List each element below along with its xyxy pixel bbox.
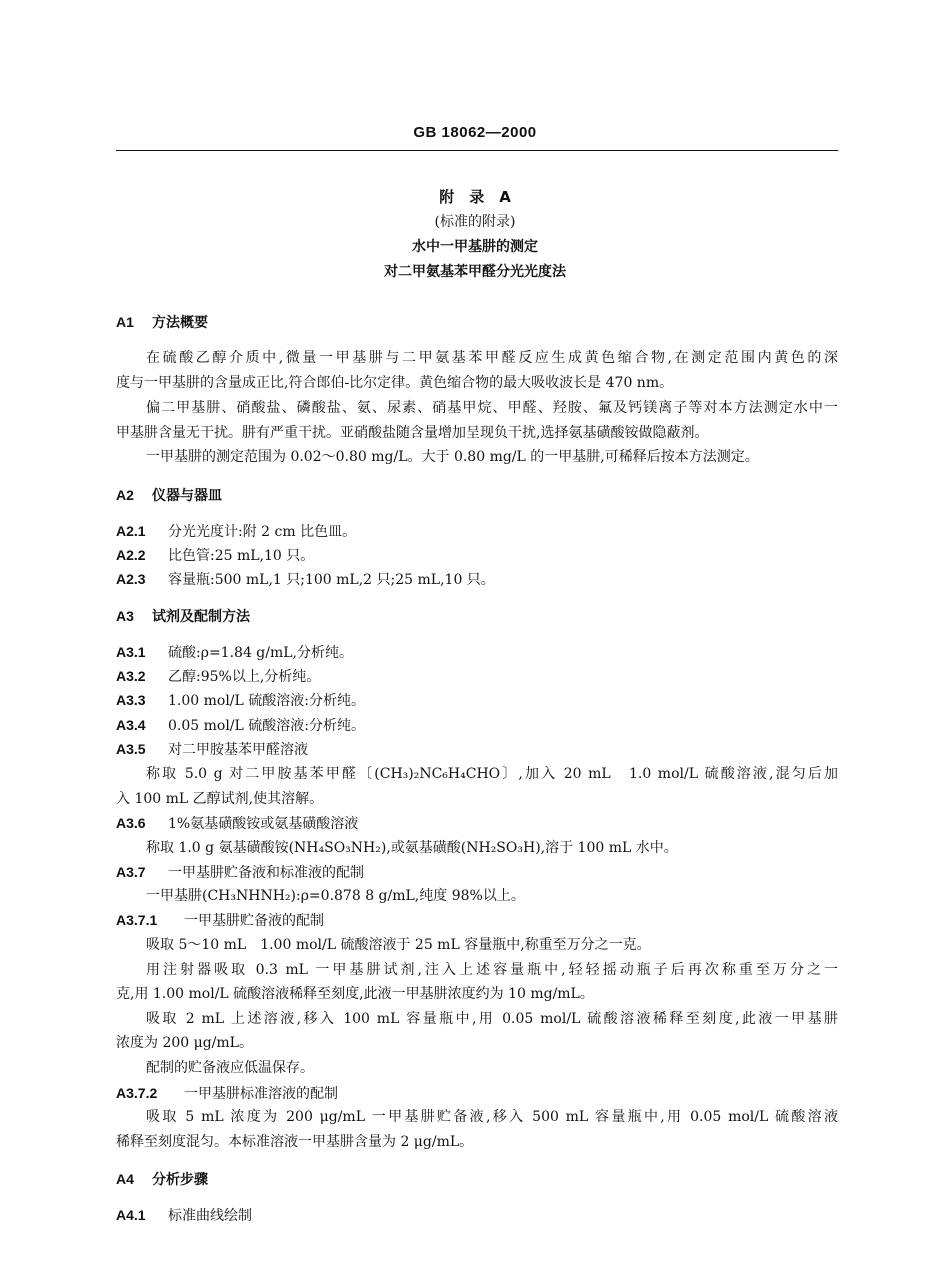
list-item: A4.1 标准曲线绘制 xyxy=(116,1207,252,1224)
a37-paragraph-line: 一甲基肼(CH₃NHNH₂):ρ=0.878 8 g/mL,纯度 98%以上。 xyxy=(146,888,525,904)
appendix-title: 水中一甲基肼的测定 xyxy=(412,239,538,255)
a372-paragraph-line: 稀释至刻度混匀。本标准溶液一甲基肼含量为 2 μg/mL。 xyxy=(116,1134,474,1150)
appendix-label: 附 录 A xyxy=(439,188,511,206)
list-item: A3.6 1%氨基磺酸铵或氨基磺酸溶液 xyxy=(116,815,359,832)
section-heading-a3: A3 试剂及配制方法 xyxy=(116,608,250,625)
standard-header: GB 18062—2000 xyxy=(413,124,537,141)
list-item: A3.1 硫酸:ρ=1.84 g/mL,分析纯。 xyxy=(116,644,354,661)
a1-paragraph-line: 偏二甲基肼、硝酸盐、磷酸盐、氨、尿素、硝基甲烷、甲醛、羟胺、氟及钙镁离子等对本方法测定水中一 xyxy=(146,400,838,416)
a1-paragraph-line: 一甲基肼的测定范围为 0.02～0.80 mg/L。大于 0.80 mg/L 的一甲基肼,可稀释后按本方法测定。 xyxy=(146,449,759,465)
a36-paragraph-line: 称取 1.0 g 氨基磺酸铵(NH₄SO₃NH₂),或氨基磺酸(NH₂SO₃H),溶于 100 mL 水中。 xyxy=(146,840,678,856)
list-item: A3.5 对二甲胺基苯甲醛溶液 xyxy=(116,741,308,758)
a1-paragraph-line: 在硫酸乙醇介质中,微量一甲基肼与二甲氨基苯甲醛反应生成黄色缩合物,在测定范围内黄色的深 xyxy=(146,350,838,366)
section-heading-a2: A2 仪器与器皿 xyxy=(116,487,222,504)
list-item: A3.3 1.00 mol/L 硫酸溶液:分析纯。 xyxy=(116,692,365,709)
a35-paragraph-line: 入 100 mL 乙醇试剂,使其溶解。 xyxy=(116,791,324,807)
a35-paragraph-line: 称取 5.0 g 对二甲胺基苯甲醛〔(CH₃)₂NC₆H₄CHO〕,加入 20 mL 1.0 mol/L 硫酸溶液,混匀后加 xyxy=(146,766,838,782)
list-item: A3.4 0.05 mol/L 硫酸溶液:分析纯。 xyxy=(116,717,365,734)
section-heading-a4: A4 分析步骤 xyxy=(116,1171,208,1188)
section-heading-a1: A1 方法概要 xyxy=(116,314,208,331)
header-rule xyxy=(116,150,838,151)
list-item: A3.7.2 一甲基肼标准溶液的配制 xyxy=(116,1085,338,1102)
list-item: A3.7 一甲基肼贮备液和标准液的配制 xyxy=(116,864,364,881)
appendix-type: (标准的附录) xyxy=(434,214,516,230)
a1-paragraph-line: 甲基肼含量无干扰。肼有严重干扰。亚硝酸盐随含量增加呈现负干扰,选择氨基磺酸铵做隐蔽剂。 xyxy=(116,425,709,441)
appendix-subtitle: 对二甲氨基苯甲醛分光光度法 xyxy=(384,264,566,280)
a371-paragraph-line: 用注射器吸取 0.3 mL 一甲基肼试剂,注入上述容量瓶中,轻轻摇动瓶子后再次称重至万分之一 xyxy=(146,962,838,978)
list-item: A2.3 容量瓶:500 mL,1 只;100 mL,2 只;25 mL,10 只。 xyxy=(116,571,495,588)
a371-paragraph-line: 吸取 5～10 mL 1.00 mol/L 硫酸溶液于 25 mL 容量瓶中,称重至万分之一克。 xyxy=(146,937,651,953)
list-item: A3.2 乙醇:95%以上,分析纯。 xyxy=(116,668,321,685)
list-item: A2.1 分光光度计:附 2 cm 比色皿。 xyxy=(116,523,357,540)
a372-paragraph-line: 吸取 5 mL 浓度为 200 μg/mL 一甲基肼贮备液,移入 500 mL 容量瓶中,用 0.05 mol/L 硫酸溶液 xyxy=(146,1109,838,1125)
a371-paragraph-line: 吸取 2 mL 上述溶液,移入 100 mL 容量瓶中,用 0.05 mol/L 硫酸溶液稀释至刻度,此液一甲基肼 xyxy=(146,1011,838,1027)
a371-paragraph-line: 浓度为 200 μg/mL。 xyxy=(116,1035,253,1051)
a371-paragraph-line: 配制的贮备液应低温保存。 xyxy=(146,1060,314,1076)
a371-paragraph-line: 克,用 1.00 mol/L 硫酸溶液稀释至刻度,此液一甲基肼浓度约为 10 mg/mL。 xyxy=(116,986,594,1002)
list-item: A3.7.1 一甲基肼贮备液的配制 xyxy=(116,912,324,929)
list-item: A2.2 比色管:25 mL,10 只。 xyxy=(116,547,315,564)
a1-paragraph-line: 度与一甲基肼的含量成正比,符合郎伯-比尔定律。黄色缩合物的最大吸收波长是 470 nm。 xyxy=(116,375,674,391)
